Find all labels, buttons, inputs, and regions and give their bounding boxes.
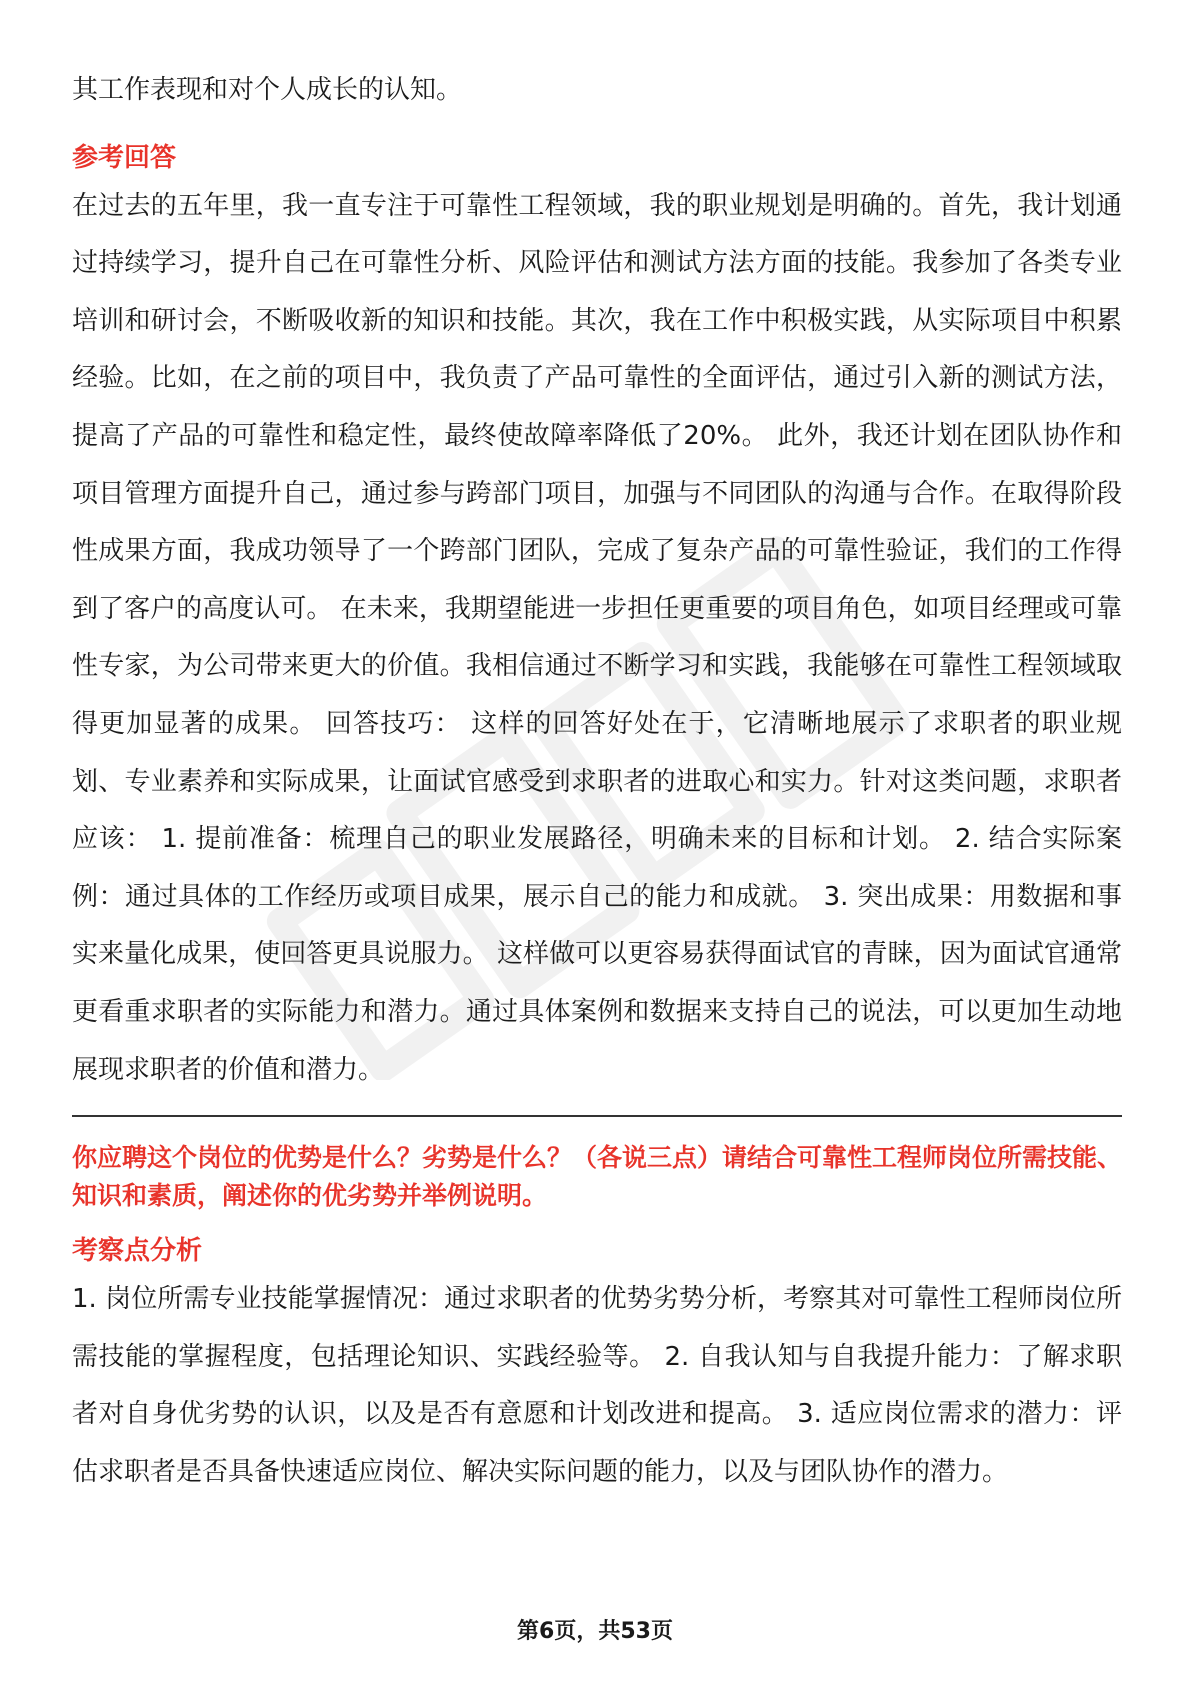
page-content bbox=[72, 62, 1122, 1501]
analysis-body: 1. 岗位所需专业技能掌握情况：通过求职者的优势劣势分析，考察其对可靠性工程师岗位所需技能的掌握程度，包括理论知识、实践经验等。 2. 自我认知与自我提升能力：了解求职者对自身优劣势的认识，以及是否有意愿和计划改进和提高。 3. 适应岗位需求的潜力：评估求职者是否具备快速适应岗位、解决实际问题的能力，以及与团队协作的潜力。 bbox=[72, 1284, 1122, 1487]
answer-body: 在过去的五年里，我一直专注于可靠性工程领域，我的职业规划是明确的。首先，我计划通过持续学习，提升自己在可靠性分析、风险评估和测试方法方面的技能。我参加了各类专业培训和研讨会，不断吸收新的知识和技能。其次，我在工作中积极实践，从实际项目中积累经验。比如，在之前的项目中，我负责了产品可靠性的全面评估，通过引入新的测试方法，提高了产品的可靠性和稳定性，最终使故障率降低了20%。 此外，我还计划在团队协作和项目管理方面提升自己，通过参与跨部门项目，加强与不同团队的沟通与合作。在取得阶段性成果方面，我成功领导了一个跨部门团队，完成了复杂产品的可靠性验证，我们的工作得到了客户的高度认可。 在未来，我期望能进一步担任更重要的项目角色，如项目经理或可靠性专家，为公司带来更大的价值。我相信通过不断学习和实践，我能够在可靠性工程领域取得更加显著的成果。 回答技巧： 这样的回答好处在于，它清晰地展示了求职者的职业规划、专业素养和实际成果，让面试官感受到求职者的进取心和实力。针对这类问题，求职者应该： 1. 提前准备：梳理自己的职业发展路径，明确未来的目标和计划。 2. 结合实际案例：通过具体的工作经历或项目成果，展示自己的能力和成就。 3. 突出成果：用数据和事实来量化成果，使回答更具说服力。 这样做可以更容易获得面试官的青睐，因为面试官通常更看重求职者的实际能力和潜力。通过具体案例和数据来支持自己的说法，可以更加生动地展现求职者的价值和潜力。 bbox=[72, 190, 1122, 1085]
section-divider bbox=[72, 1115, 1122, 1117]
intro-text: 其工作表现和对个人成长的认知。 bbox=[72, 75, 463, 105]
question-heading: 你应聘这个岗位的优势是什么？劣势是什么？（各说三点）请结合可靠性工程师岗位所需技能、知识和素质，阐述你的优劣势并举例说明。 bbox=[72, 1143, 1123, 1211]
answer-section-title: 参考回答 bbox=[72, 142, 177, 173]
page-number: 第6页，共53页 bbox=[517, 1619, 673, 1644]
analysis-section-title: 考察点分析 bbox=[72, 1236, 203, 1267]
